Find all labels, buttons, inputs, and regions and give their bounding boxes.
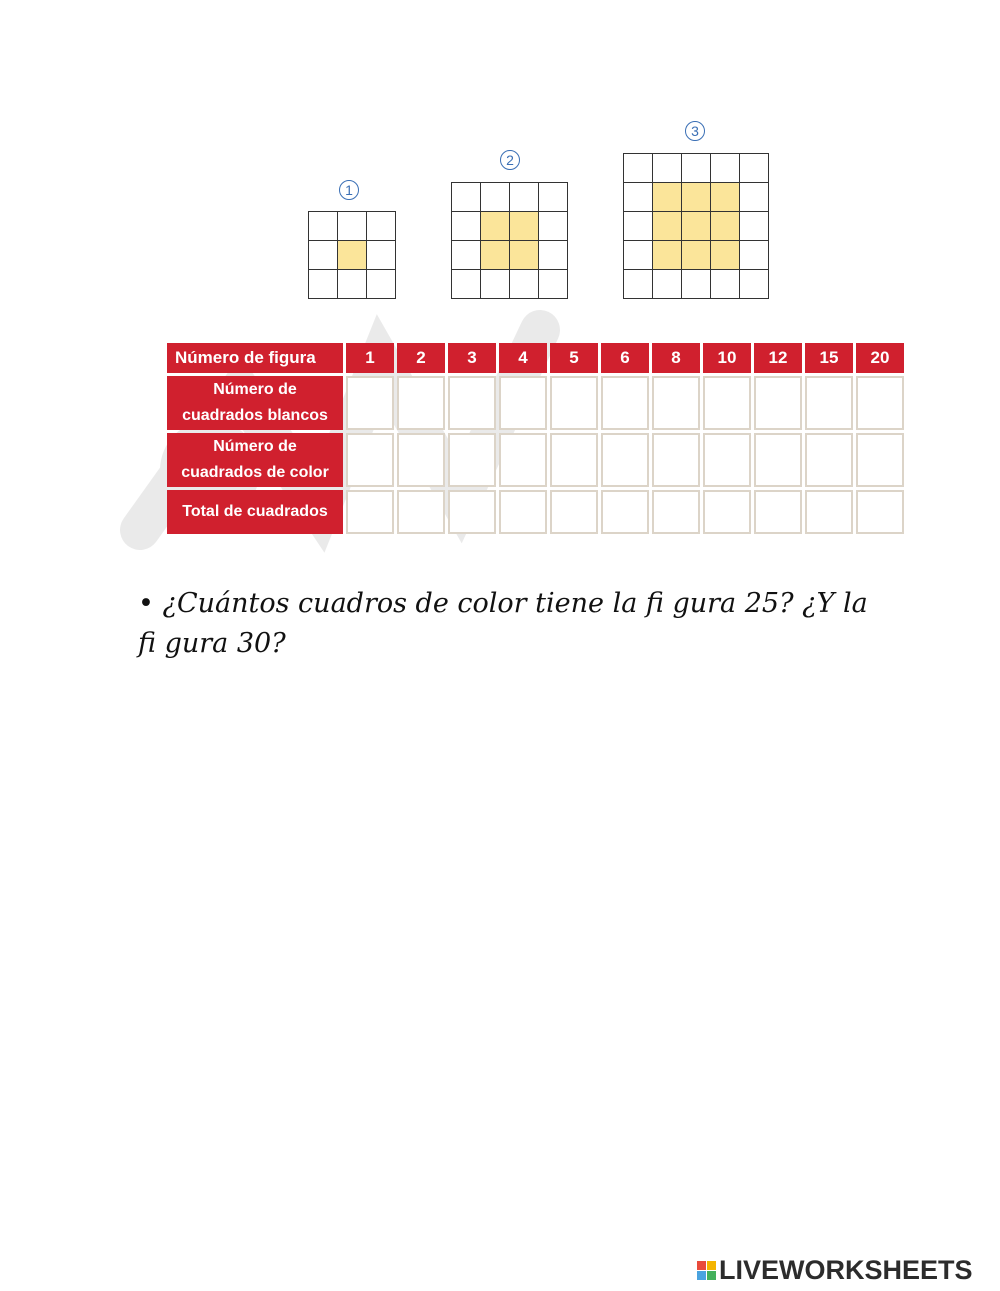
answer-input[interactable] xyxy=(603,435,647,485)
row-label-line: Total de cuadrados xyxy=(182,503,328,520)
white-square xyxy=(510,270,539,299)
white-square xyxy=(740,241,769,270)
liveworksheets-logo-icon xyxy=(697,1261,716,1280)
column-header: 3 xyxy=(448,343,496,373)
white-square xyxy=(452,270,481,299)
answer-cell[interactable] xyxy=(754,490,802,534)
answer-cell[interactable] xyxy=(601,433,649,487)
answer-input[interactable] xyxy=(705,492,749,532)
answer-input[interactable] xyxy=(399,435,443,485)
logo-square xyxy=(697,1261,706,1270)
answer-cell[interactable] xyxy=(346,376,394,430)
white-square xyxy=(539,241,568,270)
row-label-white-squares xyxy=(167,376,343,430)
answer-input[interactable] xyxy=(654,492,698,532)
table-row-color-squares xyxy=(167,433,904,487)
answer-input[interactable] xyxy=(552,492,596,532)
answer-cell[interactable] xyxy=(856,433,904,487)
answer-input[interactable] xyxy=(654,378,698,428)
answer-cell[interactable] xyxy=(805,490,853,534)
answer-cell[interactable] xyxy=(652,376,700,430)
header-figure-number: Número de figura xyxy=(167,343,343,373)
white-square xyxy=(624,270,653,299)
answer-cell[interactable] xyxy=(448,433,496,487)
answer-cell[interactable] xyxy=(397,490,445,534)
column-header: 15 xyxy=(805,343,853,373)
white-square xyxy=(539,212,568,241)
white-square xyxy=(740,183,769,212)
white-square xyxy=(740,212,769,241)
column-header: 1 xyxy=(346,343,394,373)
white-square xyxy=(539,183,568,212)
question-text xyxy=(138,584,878,664)
answer-cell[interactable] xyxy=(652,490,700,534)
answer-input[interactable] xyxy=(858,435,902,485)
answer-cell[interactable] xyxy=(499,433,547,487)
white-square xyxy=(711,270,740,299)
answer-input[interactable] xyxy=(807,378,851,428)
brand-name: LIVEWORKSHEETS xyxy=(719,1254,973,1285)
colored-square xyxy=(682,212,711,241)
white-square xyxy=(309,212,338,241)
white-square xyxy=(682,270,711,299)
answer-input[interactable] xyxy=(348,435,392,485)
colored-square xyxy=(510,241,539,270)
white-square xyxy=(481,183,510,212)
answer-input[interactable] xyxy=(603,378,647,428)
logo-square xyxy=(707,1261,716,1270)
white-square xyxy=(624,212,653,241)
answer-cell[interactable] xyxy=(856,490,904,534)
row-label-line: cuadrados blancos xyxy=(182,407,328,424)
answer-cell[interactable] xyxy=(397,376,445,430)
answer-input[interactable] xyxy=(501,435,545,485)
white-square xyxy=(309,270,338,299)
answer-cell[interactable] xyxy=(856,376,904,430)
answer-input[interactable] xyxy=(858,492,902,532)
answer-input[interactable] xyxy=(399,492,443,532)
column-header: 20 xyxy=(856,343,904,373)
white-square xyxy=(510,183,539,212)
answer-input[interactable] xyxy=(858,378,902,428)
white-square xyxy=(452,212,481,241)
answer-cell[interactable] xyxy=(346,490,394,534)
column-header: 4 xyxy=(499,343,547,373)
brand-footer xyxy=(697,1255,973,1285)
row-label-total-squares xyxy=(167,490,343,534)
colored-square xyxy=(481,241,510,270)
white-square xyxy=(653,154,682,183)
white-square xyxy=(367,212,396,241)
answer-input[interactable] xyxy=(501,492,545,532)
white-square xyxy=(624,154,653,183)
answer-cell[interactable] xyxy=(601,376,649,430)
answer-cell[interactable] xyxy=(550,376,598,430)
column-header: 5 xyxy=(550,343,598,373)
answer-input[interactable] xyxy=(705,435,749,485)
answer-input[interactable] xyxy=(450,492,494,532)
answer-cell[interactable] xyxy=(703,433,751,487)
figure-3-number: 3 xyxy=(685,121,705,141)
white-square xyxy=(452,241,481,270)
white-square xyxy=(740,154,769,183)
row-label-line: Número de xyxy=(213,381,297,398)
answer-cell[interactable] xyxy=(754,376,802,430)
white-square xyxy=(539,270,568,299)
white-square xyxy=(682,154,711,183)
colored-square xyxy=(711,241,740,270)
white-square xyxy=(367,270,396,299)
white-square xyxy=(452,183,481,212)
column-header: 12 xyxy=(754,343,802,373)
white-square xyxy=(309,241,338,270)
colored-square xyxy=(481,212,510,241)
answer-input[interactable] xyxy=(348,492,392,532)
logo-square xyxy=(707,1271,716,1280)
white-square xyxy=(338,212,367,241)
answer-input[interactable] xyxy=(756,492,800,532)
table-row-white-squares xyxy=(167,376,904,430)
answer-input[interactable] xyxy=(501,378,545,428)
colored-square xyxy=(338,241,367,270)
question-line: • ¿Cuántos cuadros de color tiene la fi gura 25? ¿Y la xyxy=(138,588,868,619)
white-square xyxy=(624,241,653,270)
answer-cell[interactable] xyxy=(703,490,751,534)
answer-cell[interactable] xyxy=(499,490,547,534)
white-square xyxy=(653,270,682,299)
column-header: 10 xyxy=(703,343,751,373)
white-square xyxy=(624,183,653,212)
answer-input[interactable] xyxy=(450,378,494,428)
figure-table xyxy=(164,340,907,537)
answer-input[interactable] xyxy=(399,378,443,428)
question-line: fi gura 30? xyxy=(138,628,286,659)
answer-cell[interactable] xyxy=(448,490,496,534)
answer-input[interactable] xyxy=(552,435,596,485)
answer-cell[interactable] xyxy=(397,433,445,487)
answer-cell[interactable] xyxy=(601,490,649,534)
answer-cell[interactable] xyxy=(805,376,853,430)
colored-square xyxy=(682,183,711,212)
column-header: 6 xyxy=(601,343,649,373)
answer-input[interactable] xyxy=(756,378,800,428)
answer-input[interactable] xyxy=(654,435,698,485)
answer-cell[interactable] xyxy=(550,433,598,487)
white-square xyxy=(740,270,769,299)
column-header: 8 xyxy=(652,343,700,373)
table-header-row xyxy=(167,343,904,373)
colored-square xyxy=(711,183,740,212)
column-header: 2 xyxy=(397,343,445,373)
colored-square xyxy=(653,212,682,241)
table-row-total-squares xyxy=(167,490,904,534)
colored-square xyxy=(711,212,740,241)
colored-square xyxy=(653,241,682,270)
figure-2-number: 2 xyxy=(500,150,520,170)
answer-cell[interactable] xyxy=(703,376,751,430)
row-label-color-squares xyxy=(167,433,343,487)
answer-input[interactable] xyxy=(603,492,647,532)
answer-cell[interactable] xyxy=(499,376,547,430)
figure-3-grid xyxy=(623,153,769,299)
logo-square xyxy=(697,1271,706,1280)
answer-input[interactable] xyxy=(450,435,494,485)
row-label-line: Número de xyxy=(213,438,297,455)
answer-cell[interactable] xyxy=(550,490,598,534)
colored-square xyxy=(653,183,682,212)
colored-square xyxy=(510,212,539,241)
white-square xyxy=(711,154,740,183)
answer-cell[interactable] xyxy=(346,433,394,487)
answer-input[interactable] xyxy=(552,378,596,428)
answer-input[interactable] xyxy=(807,492,851,532)
white-square xyxy=(367,241,396,270)
answer-input[interactable] xyxy=(756,435,800,485)
answer-cell[interactable] xyxy=(448,376,496,430)
answer-cell[interactable] xyxy=(805,433,853,487)
figure-1-number: 1 xyxy=(339,180,359,200)
answer-cell[interactable] xyxy=(754,433,802,487)
answer-input[interactable] xyxy=(705,378,749,428)
figure-2-grid xyxy=(451,182,568,299)
row-label-line: cuadrados de color xyxy=(181,464,329,481)
white-square xyxy=(338,270,367,299)
answer-input[interactable] xyxy=(348,378,392,428)
answer-cell[interactable] xyxy=(652,433,700,487)
answer-input[interactable] xyxy=(807,435,851,485)
white-square xyxy=(481,270,510,299)
colored-square xyxy=(682,241,711,270)
figure-1-grid xyxy=(308,211,396,299)
